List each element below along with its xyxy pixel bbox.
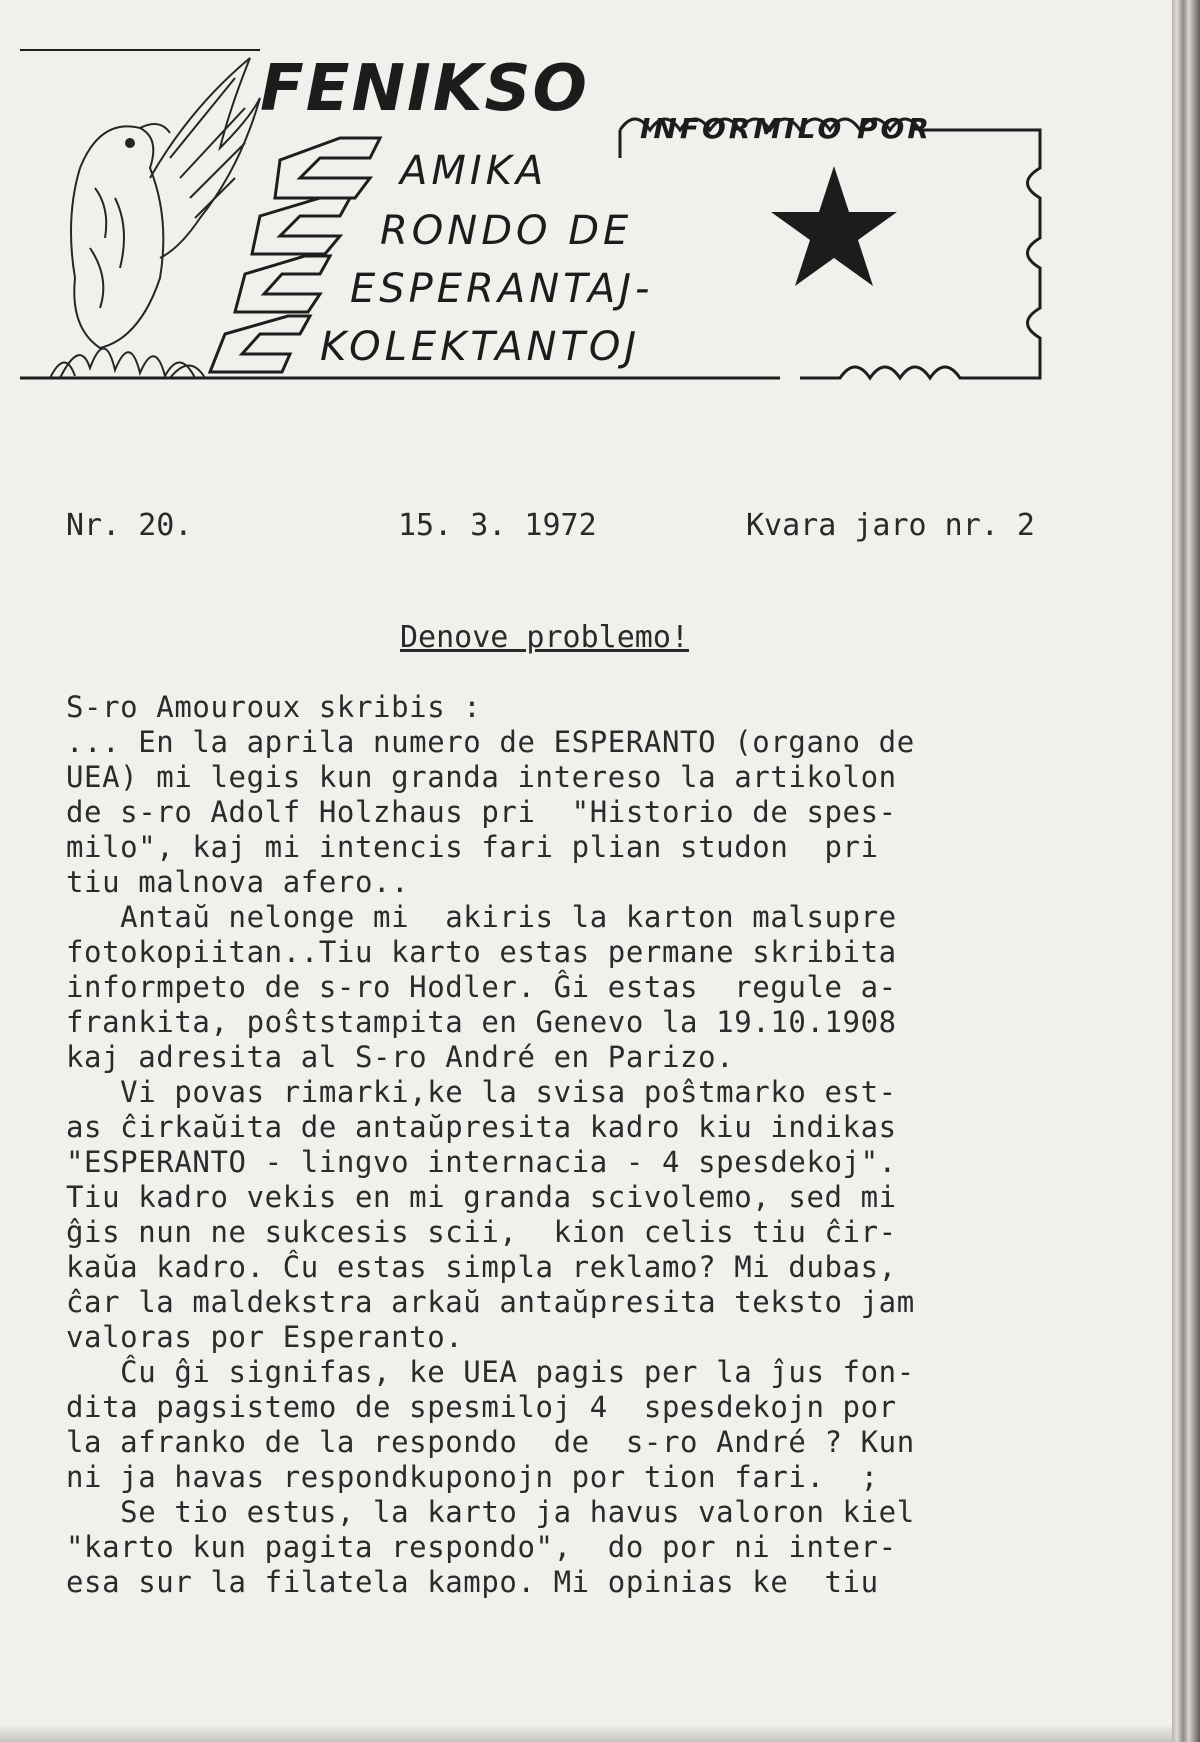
body-line: valoras por Esperanto.: [66, 1320, 464, 1354]
body-line: Se tio estus, la karto ja havus valoron kiel: [66, 1495, 915, 1529]
body-line: frankita, poŝtstampita en Genevo la 19.10.1908: [66, 1005, 897, 1039]
body-line: as ĉirkaŭita de antaŭpresita kadro kiu indikas: [66, 1110, 897, 1144]
masthead: [20, 48, 1050, 388]
body-line: kaj adresita al S-ro André en Parizo.: [66, 1040, 735, 1074]
body-line: dita pagsistemo de spesmiloj 4 spesdekojn por: [66, 1390, 897, 1424]
masthead-org-line: KOLEKTANTOJ: [320, 324, 641, 370]
masthead-org-line: RONDO DE: [380, 208, 633, 254]
phoenix-icon: [50, 58, 260, 378]
article-body: [66, 690, 1086, 1600]
issue-date: 15. 3. 1972: [398, 508, 597, 543]
page-bottom-shadow: [0, 1724, 1172, 1742]
masthead-title: FENIKSO: [260, 52, 589, 126]
body-line: "karto kun pagita respondo", do por ni inter-: [66, 1530, 897, 1564]
body-line: la afranko de la respondo de s-ro André ? Kun: [66, 1425, 915, 1459]
body-line: Tiu kadro vekis en mi granda scivolemo, sed mi: [66, 1180, 897, 1214]
body-line: Antaŭ nelonge mi akiris la karton malsupre: [66, 900, 897, 934]
issue-volume: Kvara jaro nr. 2: [746, 508, 1035, 543]
body-line: ĉar la maldekstra arkaŭ antaŭpresita teksto jam: [66, 1285, 915, 1319]
body-line: ... En la aprila numero de ESPERANTO (organo de: [66, 725, 915, 759]
body-line: Vi povas rimarki,ke la svisa poŝtmarko est-: [66, 1075, 897, 1109]
e-stripe-4: [210, 316, 310, 372]
body-line: S-ro Amouroux skribis :: [66, 690, 482, 724]
issue-number: Nr. 20.: [66, 508, 193, 543]
body-line: esa sur la filatela kampo. Mi opinias ke tiu: [66, 1565, 879, 1599]
masthead-org-line: AMIKA: [400, 148, 548, 194]
e-stripe-1: [275, 138, 380, 198]
body-line: ni ja havas respondkuponojn por tion fari. ;: [66, 1460, 879, 1494]
body-line: tiu malnova afero..: [66, 865, 410, 899]
body-line: "ESPERANTO - lingvo internacia - 4 spesdekoj".: [66, 1145, 897, 1179]
body-line: kaŭa kadro. Ĉu estas simpla reklamo? Mi dubas,: [66, 1250, 897, 1284]
masthead-subtitle: INFORMILO POR: [640, 112, 932, 145]
star-icon: [771, 166, 897, 286]
body-line: ĝis nun ne sukcesis scii, kion celis tiu ĉir-: [66, 1215, 897, 1249]
body-line: milo", kaj mi intencis fari plian studon pri: [66, 830, 879, 864]
body-line: informpeto de s-ro Hodler. Ĝi estas regule a-: [66, 970, 897, 1004]
e-stripe-2: [252, 198, 350, 254]
masthead-org-line: ESPERANTAJ-: [350, 266, 654, 312]
binding-edge: [1172, 0, 1200, 1742]
e-stripe-3: [235, 256, 330, 312]
article-title: Denove problemo!: [400, 620, 689, 655]
body-line: Ĉu ĝi signifas, ke UEA pagis per la ĵus fon-: [66, 1355, 915, 1389]
body-line: de s-ro Adolf Holzhaus pri "Historio de spes-: [66, 795, 897, 829]
body-line: fotokopiitan..Tiu karto estas permane skribita: [66, 935, 897, 969]
body-line: UEA) mi legis kun granda intereso la artikolon: [66, 760, 897, 794]
